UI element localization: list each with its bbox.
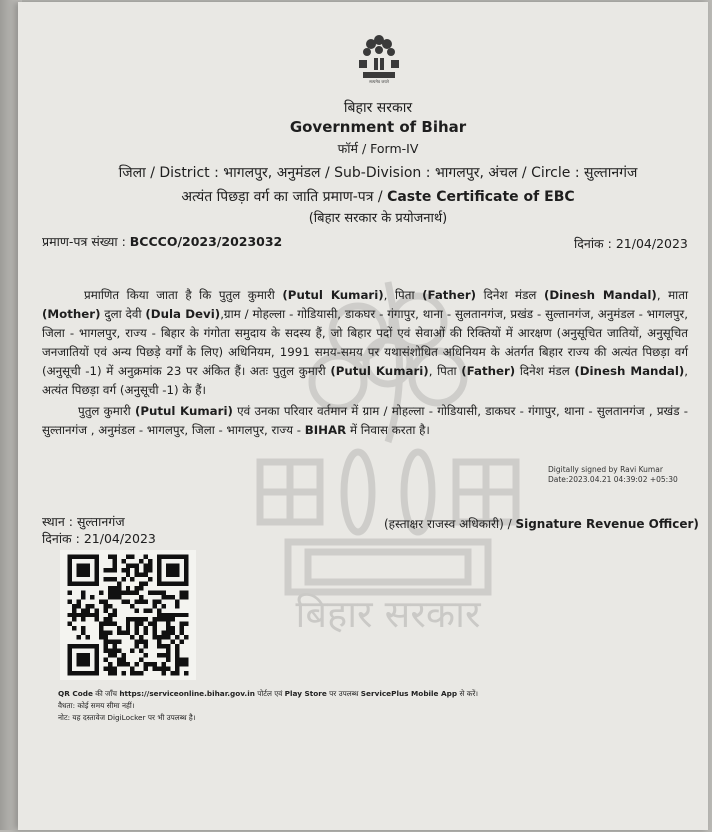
subdivision-value: भागलपुर, [434, 165, 484, 181]
certificate-title-hindi: अत्यंत पिछड़ा वर्ग का जाति प्रमाण-पत्र / [181, 189, 383, 205]
para1-text-b: , पिता [383, 288, 415, 302]
bihar-emblem-logo [351, 32, 407, 84]
district-value: भागलपुर, [223, 165, 273, 181]
watermark-text: बिहार सरकार [295, 592, 481, 636]
para2-text-c: में निवास करता है। [349, 423, 430, 437]
validity-note: वैधता: कोई समय सीमा नहीं। [58, 701, 135, 710]
subdivision-label: अनुमंडल / Sub-Division : [276, 165, 431, 181]
para1-text-c: दिनेश मंडल [483, 288, 537, 302]
qr-note-e: से करें। [459, 689, 479, 698]
signature-caption-english: Signature Revenue Officer) [515, 517, 699, 531]
certificate-body-paragraph-1 [42, 286, 688, 400]
footer-date-value: 21/04/2023 [83, 531, 156, 546]
certificate-body-paragraph-2 [42, 402, 688, 440]
digital-signature-stamp [548, 465, 678, 485]
footer-notes [58, 688, 478, 724]
emblem-motto: सत्यमेव जयते [369, 79, 389, 84]
para1-text-d: , माता [656, 288, 689, 302]
para2-text-b: एवं उनका परिवार वर्तमान में ग्राम / मोहल्ला - गोडियासी, डाकघर - गंगापुर, थाना - सुलतानगंज , प्रखंड - सुल्तानगंज , अनुमंडल - भागलपुर, जिला - भागलपुर, राज्य - [42, 404, 688, 437]
para1-text-h: दिनेश मंडल [519, 364, 570, 378]
qr-note-b: की जाँच [95, 689, 117, 698]
para1-text-i: , अत्यंत पिछड़ा वर्ग (अनुसूची -1) के हैं। [42, 364, 689, 397]
qr-note-d: पर उपलब्ध [329, 689, 359, 698]
qr-note-store: Play Store [284, 689, 327, 698]
person-name-english: (Putul Kumari) [282, 288, 384, 302]
certificate-title-english: Caste Certificate of EBC [387, 189, 575, 205]
certificate-purpose: (बिहार सरकार के प्रयोजनार्थ) [308, 211, 448, 226]
digital-signature-signer: Digitally signed by Ravi Kumar [548, 465, 663, 474]
resident-name-english: (Putul Kumari) [134, 404, 233, 418]
certificate-number-label: प्रमाण-पत्र संख्या : [42, 234, 126, 249]
mother-name-english: (Dula Devi) [145, 307, 221, 321]
qr-verification-note [58, 688, 478, 700]
qr-note-c: पोर्टल एवं [257, 689, 283, 698]
header-gov-english: Government of Bihar [289, 118, 467, 136]
header-gov-hindi: बिहार सरकार [343, 100, 413, 116]
person-name-english-2: (Putul Kumari) [330, 364, 429, 378]
district-label: जिला / District : [118, 165, 219, 181]
jurisdiction-line [58, 163, 698, 182]
certificate-date-label: दिनांक : [574, 236, 612, 251]
father-label-2: (Father) [461, 364, 516, 378]
para1-text-g: , पिता [428, 364, 457, 378]
certificate-number [42, 233, 282, 250]
certificate-date [574, 235, 688, 252]
place-label: स्थान : [42, 514, 73, 529]
father-name-english-2: (Dinesh Mandal) [574, 364, 685, 378]
qr-note-a: QR Code [58, 689, 93, 698]
qr-note-app: ServicePlus Mobile App [360, 689, 458, 698]
signature-caption [384, 515, 699, 532]
digital-signature-date: Date:2023.04.21 04:39:02 +05:30 [548, 475, 678, 484]
para1-text-e: दुला देवी [104, 307, 142, 321]
footer-date-line [42, 530, 156, 547]
certificate-date-value: 21/04/2023 [615, 236, 688, 251]
place-line [42, 513, 125, 530]
place-value: सुल्तानगंज [76, 514, 125, 529]
father-name-english: (Dinesh Mandal) [543, 288, 657, 302]
circle-value: सुल्तानगंज [584, 165, 638, 181]
certificate-number-value: BCCCO/2023/2023032 [129, 234, 283, 249]
para2-text-a: पुतुल कुमारी [78, 404, 131, 418]
certificate-title [58, 187, 698, 206]
header-form: फॉर्म / Form-IV [337, 141, 419, 156]
father-label: (Father) [422, 288, 477, 302]
verification-qr-code[interactable] [60, 550, 196, 680]
qr-note-url[interactable]: https://serviceonline.bihar.gov.in [119, 689, 255, 698]
digilocker-note: नोट: यह दस्तावेज DigiLocker पर भी उपलब्ध है। [58, 713, 196, 722]
state-name: BIHAR [304, 423, 347, 437]
circle-label: अंचल / Circle : [488, 165, 580, 181]
mother-label: (Mother) [42, 307, 101, 321]
certificate-page [18, 2, 708, 830]
footer-date-label: दिनांक : [42, 531, 80, 546]
para1-text-f: ,ग्राम / मोहल्ला - गोडियासी, डाकघर - गंगापुर, थाना - सुलतानगंज, प्रखंड - सुल्तानगंज, अनुमंडल - भागलपुर, जिला - भागलपुर, राज्य - बिहार के गंगोता समुदाय के सदस्य हैं, जो बिहार पदों एवं सेवाओं की रिक्तियों में आरक्षण (अनुसूचित जातियों, अनुसूचित जनजातियों एवं अन्य पिछड़े वर्गों के लिए) अधिनियम, 1991 समय-समय पर यथासंशोधित अधिनियम के अंतर्गत बिहार राज्य की अत्यंत पिछड़ा वर्ग (अनुसूची -1) में अनुक्रमांक 23 पर अंकित हैं। अतः पुतुल कुमारी [42, 307, 688, 378]
para1-text-a: प्रमाणित किया जाता है कि पुतुल कुमारी [84, 288, 275, 302]
signature-caption-hindi: (हस्ताक्षर राजस्व अधिकारी) / [384, 517, 512, 531]
